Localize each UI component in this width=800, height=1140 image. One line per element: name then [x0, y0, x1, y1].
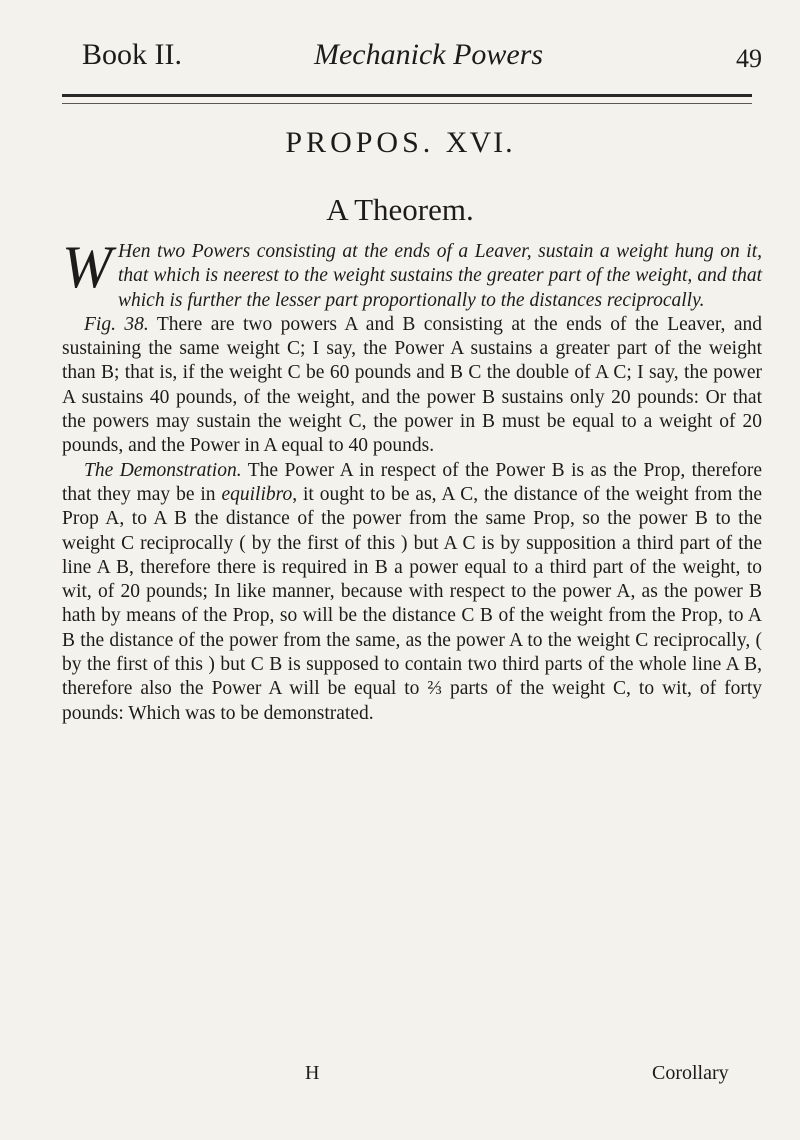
latin-term: equilibro: [221, 483, 293, 505]
enunciation: [62, 234, 762, 313]
paragraph-setup: [62, 313, 762, 459]
paragraph-demonstration: [62, 459, 762, 726]
enunciation-text: Hen two Powers consisting at the ends of a Leaver, sustain a weight hung on it, that which is neerest to the weight sustains the greater part of the weight, and that which is further the lesser part proportionally to the distances reciprocally.: [117, 241, 762, 311]
catchword: Corollary: [652, 1062, 729, 1084]
proposition-heading: [0, 126, 800, 160]
theorem-subtitle: A Theorem.: [326, 192, 474, 227]
setup-text: There are two powers A and B consisting at the ends of the Leaver, and sustaining the same weight C; I say, the Power A sustains a greater part of the weight than B; that is, if the weight C be 60 pounds and B C the double of A C; I say, the power A sustains 40 pounds, of the weight, and the power B sustains only 20 pounds: Or that the powers may sustain the weight C, the power in B must be equal to a weight of 20 pounds, and the Power in A equal to 40 pounds.: [62, 313, 762, 457]
demonstration-text-b: , it ought to be as, A C, the distance of the weight from the Prop A, to A B the distance of the power from the same Prop, so the power B to the weight C reciprocally ( by the first of this ) but A C is by supposition a third part of the line A B, therefore there is required in B a power equal to a third part of the weight, to wit, of 20 pounds; In like manner, because with respect to the power A, as the power B hath by means of the Prop, so will be the distance C B of the weight from the Prop, to A B the distance of the power from the same, as the power A to the weight C reciprocally, ( by the first of this ) but C B is supposed to contain two third parts of the whole line A B, therefore also the Power A will be equal to ⅔ parts of the weight C, to wit, of forty pounds: Which was to be demonstrated.: [62, 483, 762, 724]
running-title: Mechanick Powers: [314, 38, 544, 71]
drop-cap: W: [62, 234, 112, 300]
running-header: [82, 38, 762, 78]
page-body: [62, 234, 763, 726]
figure-reference: Fig. 38.: [84, 313, 149, 335]
proposition-label: PROPOS.: [285, 126, 435, 159]
demonstration-text-a: The Power A in respect of the Power B is as the Prop, therefore that they may be in: [62, 459, 763, 505]
page-footer: [0, 1062, 800, 1092]
header-rule: [62, 94, 752, 104]
demonstration-label: The Demonstration.: [84, 459, 242, 481]
proposition-number: XVI.: [445, 126, 515, 159]
book-label: Book II.: [82, 38, 182, 71]
signature-mark: H: [305, 1062, 320, 1084]
page-number: 49: [736, 44, 762, 73]
